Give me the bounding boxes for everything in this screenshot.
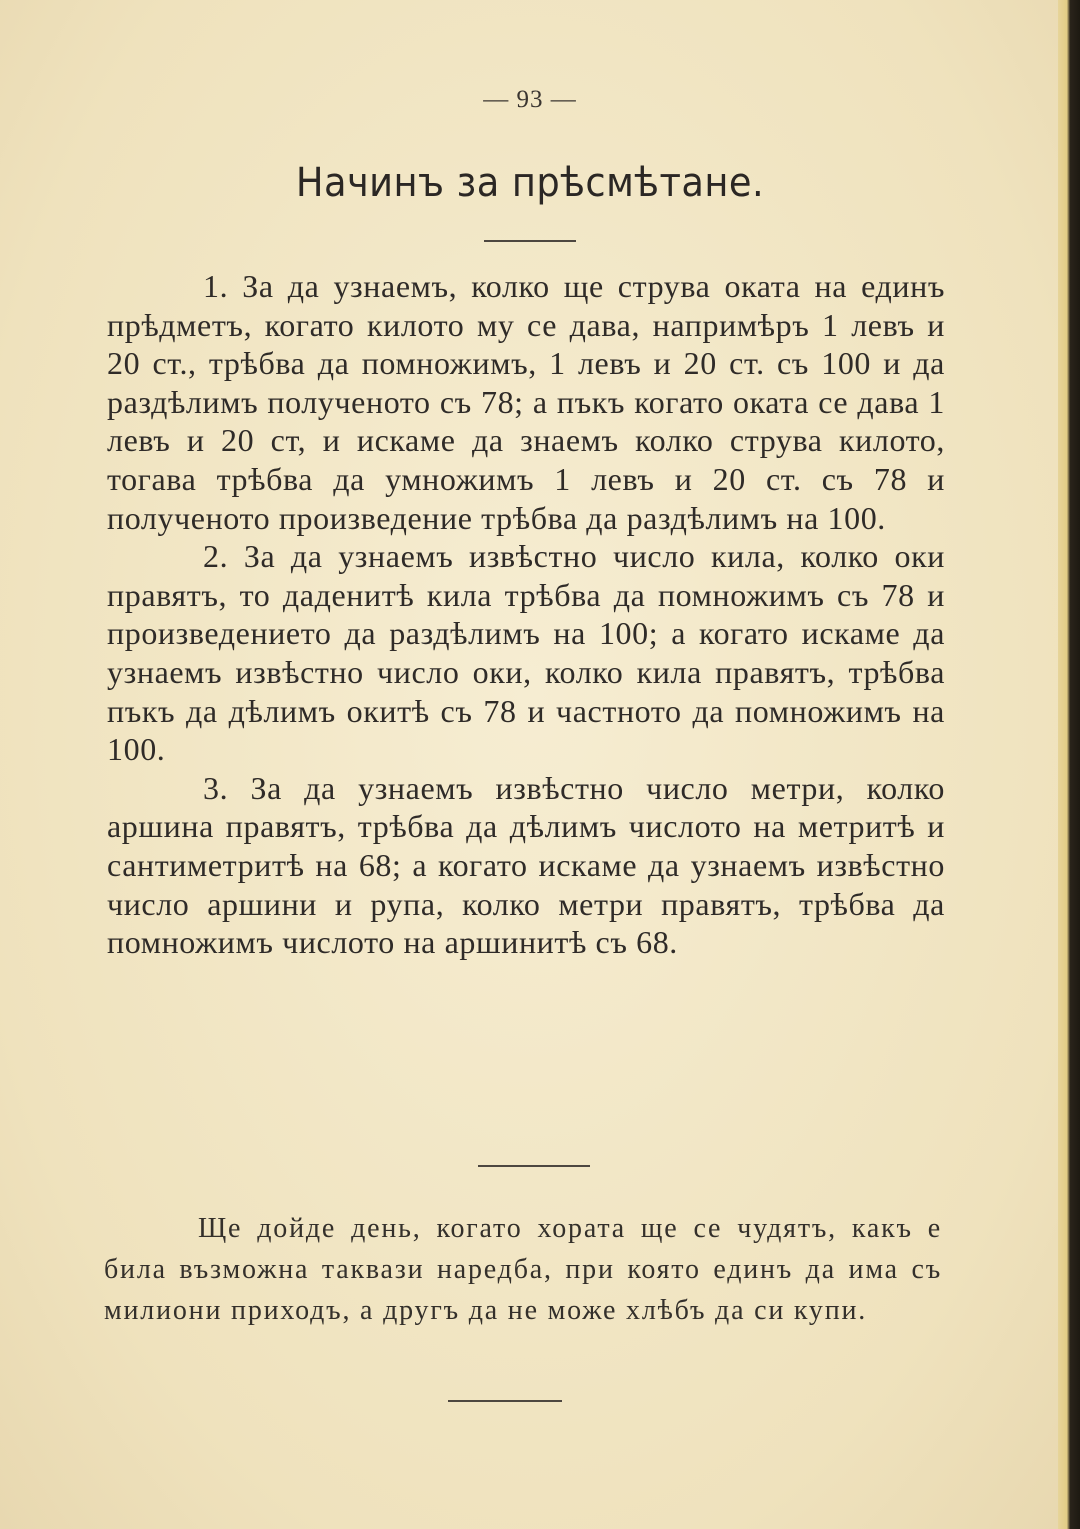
end-divider <box>448 1400 562 1402</box>
epigraph-text: Ще дойде день, когато хората ще се чудятъ, какъ е била възможна таквази наредба, при която единъ да има съ милиони приходъ, а другъ да не може хлѣбъ да си купи. <box>104 1213 942 1326</box>
paragraph-1: 1. За да узнаемъ, колко ще струва оката на единъ прѣдметъ, когато килото му се дава, напримѣръ 1 левъ и 20 ст., трѣбва да помножимъ, 1 левъ и 20 ст. съ 100 и да раздѣлимъ полученото съ 78; а пъкъ когато оката се дава 1 левъ и 20 ст, и искаме да знаемъ колко струва килото, тогава трѣбва да умножимъ 1 левъ и 20 ст. съ 78 и полученото произведение трѣбва да раздѣлимъ на 100. <box>107 268 945 536</box>
page-number: — 93 — <box>483 86 577 113</box>
page-title: Начинъ за прѣсмѣтане. <box>295 160 765 206</box>
page-edge <box>1058 0 1080 1529</box>
section-divider <box>478 1165 590 1167</box>
paragraph-2: 2. За да узнаемъ извѣстно число кила, колко оки правятъ, то даденитѣ кила трѣбва да помножимъ съ 78 и произведението да раздѣлимъ на 100; а когато искаме да узнаемъ извѣстно число оки, колко кила правятъ, трѣбва пъкъ да дѣлимъ окитѣ съ 78 и частното да помножимъ на 100. <box>107 538 945 768</box>
epigraph <box>104 1208 942 1331</box>
title-divider <box>484 240 576 242</box>
paragraph-3: 3. За да узнаемъ извѣстно число метри, колко аршина правятъ, трѣбва да дѣлимъ числото на метритѣ и сантиметритѣ на 68; а когато искаме да узнаемъ извѣстно число аршини и рупа, колко метри правятъ, трѣбва да помножимъ числото на аршинитѣ съ 68. <box>107 769 945 961</box>
main-text <box>107 267 945 962</box>
